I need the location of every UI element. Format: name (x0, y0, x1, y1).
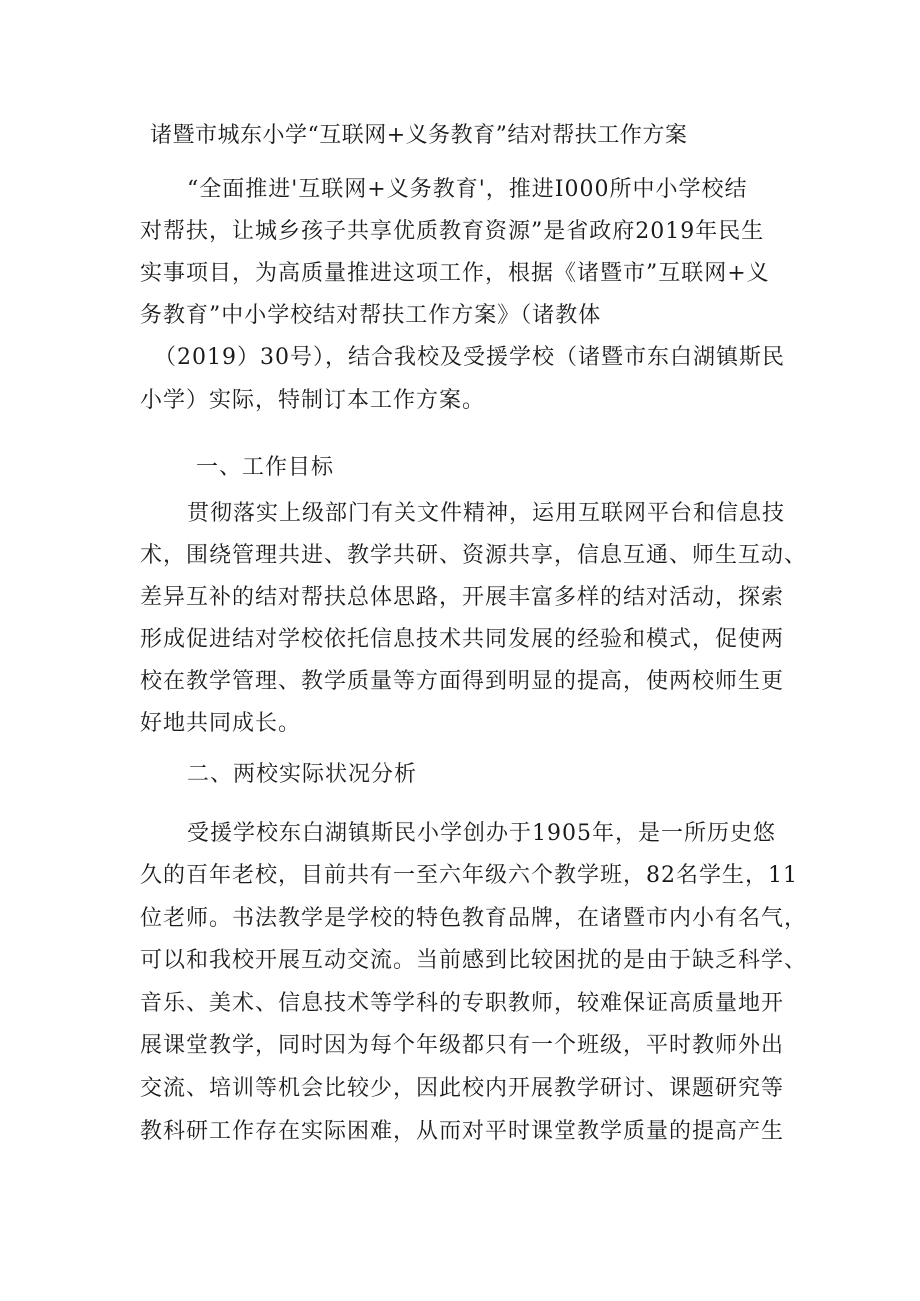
section-2-line-5: 音乐、美术、信息技术等学科的专职教师，较难保证高质量地开 (140, 991, 785, 1016)
intro-line-2: 对帮扶，让城乡孩子共享优质教育资源”是省政府2019年民生 (140, 219, 765, 244)
section-1-line-4: 形成促进结对学校依托信息技术共同发展的经验和模式，促使两 (140, 627, 785, 652)
section-1-line-5: 校在教学管理、教学质量等方面得到明显的提高，使两校师生更 (140, 669, 785, 694)
section-2-line-6: 展课堂教学，同时因为每个年级都只有一个班级，平时教师外出 (140, 1033, 785, 1058)
intro-line-6: 小学）实际，特制订本工作方案。 (140, 388, 486, 413)
section-1-line-6: 好地共同成长。 (140, 711, 302, 736)
intro-line-3: 实事项目，为高质量推进这项工作，根据《诸暨市”互联网+义 (140, 261, 770, 286)
document-title: 诸暨市城东小学“互联网+义务教育”结对帮扶工作方案 (150, 123, 688, 148)
section-1-heading: 一、工作目标 (196, 455, 335, 480)
section-2-line-7: 交流、培训等机会比较少，因此校内开展教学研讨、课题研究等 (140, 1076, 785, 1101)
section-2-line-2: 久的百年老校，目前共有一至六年级六个教学班，82名学生，11 (140, 863, 798, 888)
section-1-line-3: 差异互补的结对帮扶总体思路，开展丰富多样的结对活动，探索 (140, 585, 785, 610)
section-2-line-1: 受援学校东白湖镇斯民小学创办于1905年，是一所历史悠 (187, 821, 776, 846)
intro-line-1: “全面推进'互联网+义务教育'，推进I000所中小学校结 (187, 177, 748, 202)
section-2-line-4: 可以和我校开展互动交流。当前感到比较困扰的是由于缺乏科学、 (140, 948, 808, 973)
section-2-line-8: 教科研工作存在实际困难，从而对平时课堂教学质量的提高产生 (140, 1119, 785, 1144)
section-2-heading: 二、两校实际状况分析 (187, 762, 418, 787)
intro-line-4: 务教育”中小学校结对帮扶工作方案》（诸教体 (140, 303, 602, 328)
section-1-line-2: 术，围绕管理共进、教学共研、资源共享，信息互通、师生互动、 (140, 543, 808, 568)
intro-line-5: （2019）30号），结合我校及受援学校（诸暨市东白湖镇斯民 (154, 345, 785, 370)
section-2-line-3: 位老师。书法教学是学校的特色教育品牌，在诸暨市内小有名气， (140, 906, 808, 931)
section-1-line-1: 贯彻落实上级部门有关文件精神，运用互联网平台和信息技 (187, 501, 786, 526)
